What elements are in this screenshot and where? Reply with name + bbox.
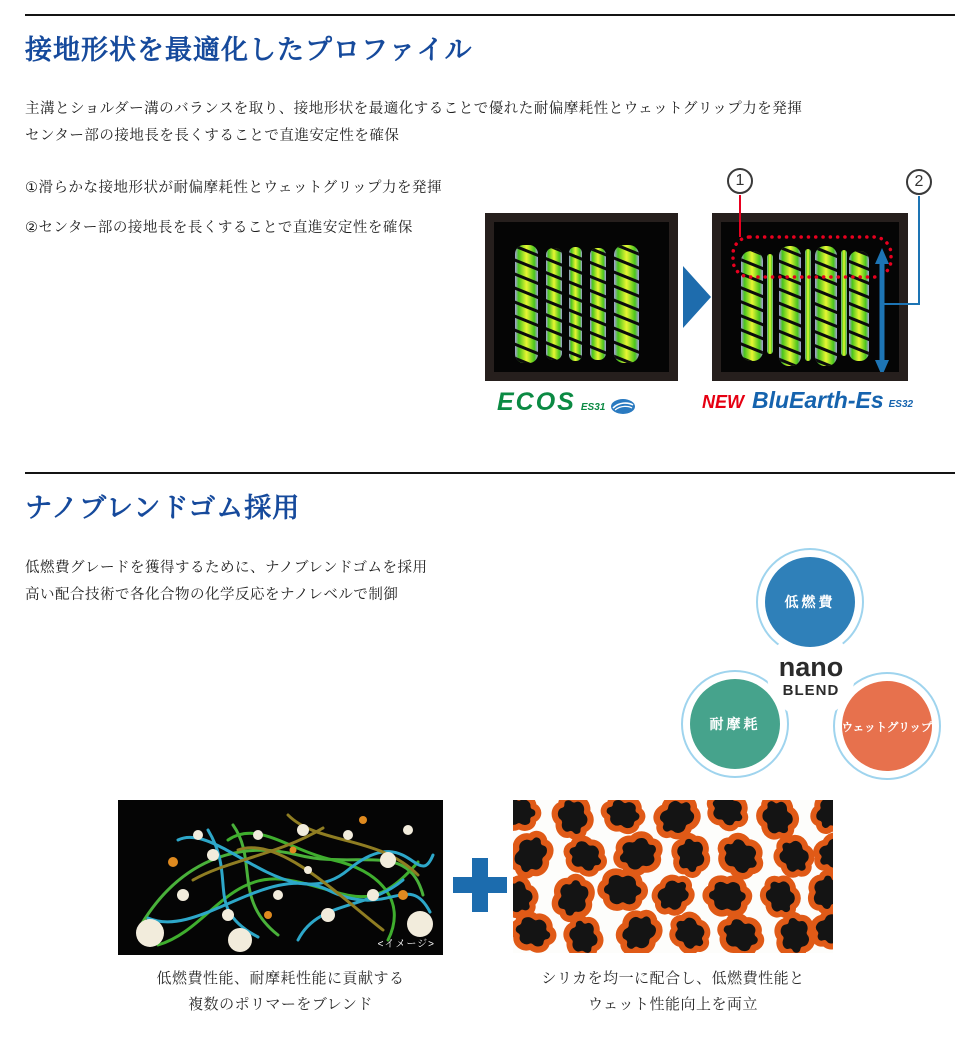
- fuel-economy-label: 低燃費: [784, 594, 836, 610]
- nano-intro-line1: 低燃費グレードを獲得するために、ナノブレンドゴムを採用: [25, 560, 428, 576]
- callout-2-leader-line-h: [884, 303, 920, 305]
- silica-caption-line1: シリカを均一に配合し、低燃費性能と: [541, 970, 805, 987]
- nano-blend-word2: BLEND: [782, 682, 840, 699]
- wear-resistance-label: 耐摩耗: [709, 716, 761, 732]
- nano-intro-line2: 高い配合技術で各化合物の化学反応をナノレベルで制御: [25, 587, 399, 603]
- callout-2-badge: [906, 169, 932, 195]
- bluearth-contact-patch-figure: [712, 213, 908, 381]
- plus-icon: [453, 858, 507, 912]
- callout-1-leader-line: [739, 195, 741, 237]
- eco-badge-icon: [610, 398, 636, 415]
- callout-1-badge: [727, 168, 753, 194]
- ecos-logo-code: ES31: [580, 402, 606, 413]
- profile-point-1: ①滑らかな接地形状が耐偏摩耗性とウェットグリップ力を発揮: [25, 180, 443, 196]
- section-profile-heading: 接地形状を最適化したプロファイル: [25, 35, 473, 65]
- nano-blend-diagram: [678, 543, 946, 790]
- bluearth-contact-patch-image: [721, 222, 899, 372]
- callout-2-leader-line-v: [918, 196, 920, 305]
- polymer-blend-figure: [118, 800, 443, 955]
- silica-caption-line2: ウェット性能向上を両立: [588, 995, 758, 1013]
- bluearth-logo-name: BluEarth-Es: [752, 387, 884, 413]
- bluearth-logo-new: NEW: [702, 392, 744, 412]
- polymer-caption-line2: 複数のポリマーをブレンド: [188, 995, 373, 1013]
- ecos-contact-patch-image: [494, 222, 669, 372]
- bluearth-logo-code: ES32: [888, 399, 914, 410]
- polymer-caption-line1: 低燃費性能、耐摩耗性能に貢献する: [156, 970, 405, 987]
- bluearth-logo: [702, 389, 913, 412]
- ecos-logo-name: ECOS: [497, 388, 576, 416]
- arrow-right-icon: [683, 266, 711, 328]
- polymer-image-note: <イメージ>: [377, 939, 435, 950]
- ecos-logo: [497, 390, 636, 415]
- section-divider-top: [25, 14, 955, 16]
- callout-2-number: 2: [914, 173, 924, 190]
- section-divider-nano: [25, 472, 955, 474]
- ecos-contact-patch-figure: [485, 213, 678, 381]
- silica-caption: [513, 966, 833, 1017]
- section-nano-heading: ナノブレンドゴム採用: [25, 493, 301, 523]
- profile-intro-line2: センター部の接地長を長くすることで直進安定性を確保: [25, 128, 400, 144]
- nano-blend-word1: nano: [778, 652, 844, 682]
- wet-grip-label: ウェットグリップ: [841, 722, 933, 734]
- callout-1-number: 1: [735, 172, 745, 189]
- profile-intro-line1: 主溝とショルダー溝のバランスを取り、接地形状を最適化することで優れた耐偏摩耗性とウェットグリップ力を発揮: [25, 101, 803, 117]
- polymer-caption: [118, 966, 443, 1017]
- silica-dispersion-figure: [513, 800, 833, 953]
- profile-point-2: ②センター部の接地長を長くすることで直進安定性を確保: [25, 220, 413, 236]
